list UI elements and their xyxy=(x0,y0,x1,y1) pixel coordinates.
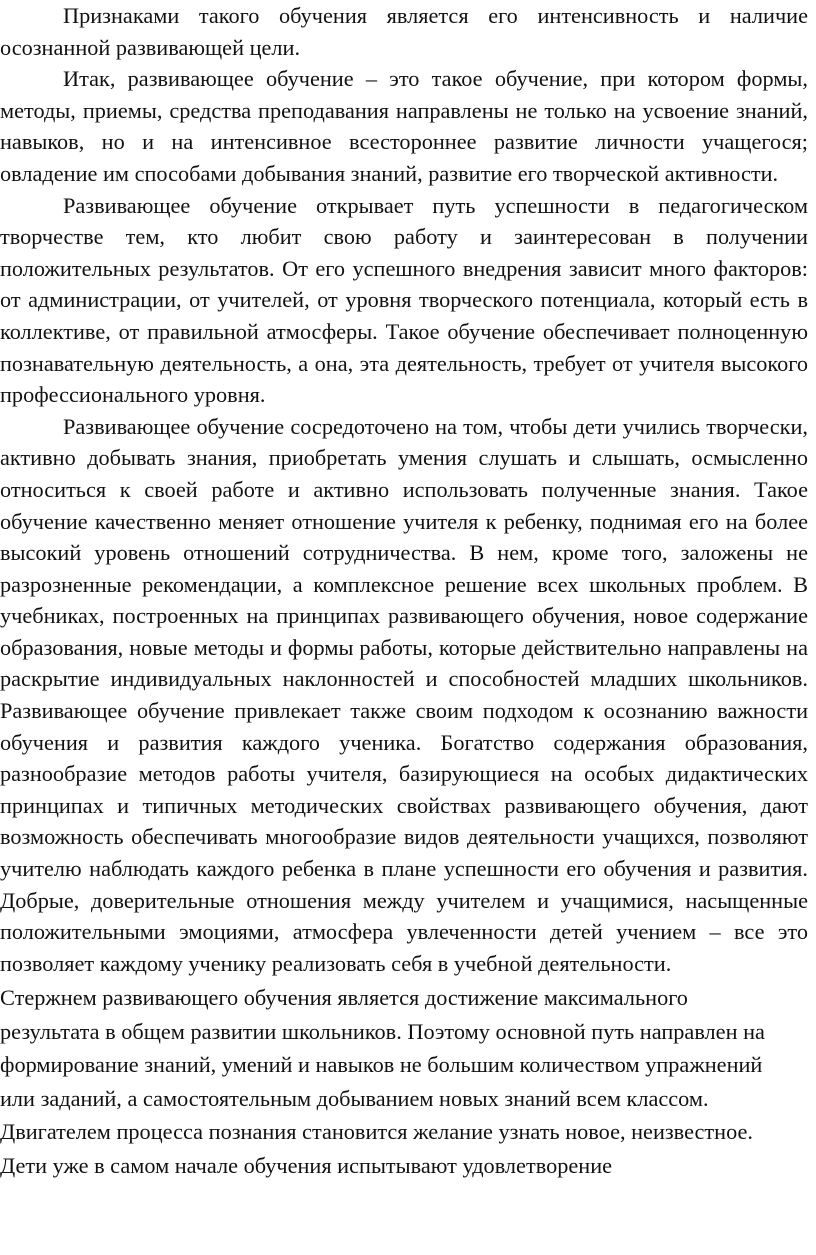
paragraph-definition: Итак, развивающее обучение – это такое обучение, при котором формы, методы, приемы, средства преподавания направлены не только на усвоение знаний, навыков, но и на интенсивное всестороннее развитие личности учащегося; овладение им способами добывания знаний, развитие его творческой активности. xyxy=(0,66,808,186)
paragraph-signs-of-learning: Признаками такого обучения является его интенсивность и наличие осознанной развивающей цели. xyxy=(0,3,808,60)
paragraph-path-to-success: Развивающее обучение открывает путь успешности в педагогическом творчестве тем, кто любит свою работу и заинтересован в получении положительных результатов. От его успешного внедрения зависит много факторов: от администрации, от учителей, от уровня творческого потенциала, который есть в коллективе, от правильной атмосферы. Такое обучение обеспечивает полноценную познавательную деятельность, а она, эта деятельность, требует от учителя высокого профессионального уровня. xyxy=(0,192,808,408)
paragraph-core-of-learning: Стержнем развивающего обучения является достижение максимального результата в общем развитии школьников. Поэтому основной путь направлен на формирование знаний, умений и навыков не большим количеством упражнений или заданий, а самостоятельным добыванием новых знаний всем классом. Двигателем процесса познания становится желание узнать новое, неизвестное. Дети уже в самом начале обучения испытывают удовлетворение xyxy=(0,985,765,1178)
paragraph-creative-learning: Развивающее обучение сосредоточено на том, чтобы дети учились творчески, активно добывать знания, приобретать умения слушать и слышать, осмысленно относиться к своей работе и активно использовать полученные знания. Такое обучение качественно меняет отношение учителя к ребенку, поднимая его на более высокий уровень отношений сотрудничества. В нем, кроме того, заложены не разрозненные рекомендации, а комплексное решение всех школьных проблем. В учебниках, построенных на принципах развивающего обучения, новое содержание образования, новые методы и формы работы, которые действительно направлены на раскрытие индивидуальных наклонностей и способностей младших школьников. Развивающее обучение привлекает также своим подходом к осознанию важности обучения и развития каждого ученика. Богатство содержания образования, разнообразие методов работы учителя, базирующиеся на особых дидактических принципах и типичных методических свойствах развивающего обучения, дают возможность обеспечивать многообразие видов деятельности учащихся, позволяют учителю наблюдать каждого ребенка в плане успешности его обучения и развития. Добрые, доверительные отношения между учителем и учащимися, насыщенные положительными эмоциями, атмосфера увлеченности детей учением – все это позволяет каждому ученику реализовать себя в учебной деятельности. xyxy=(0,413,808,976)
